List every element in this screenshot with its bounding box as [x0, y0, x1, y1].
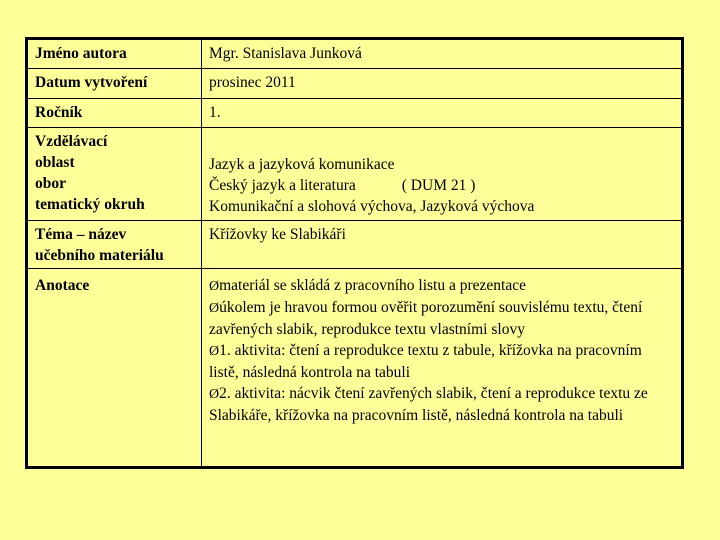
date-label: Datum vytvoření — [28, 69, 202, 99]
list-item — [209, 383, 675, 426]
list-item-text: 2. aktivita: nácvik čtení zavřených slabik, čtení a reprodukce textu ze Slabikáře, křížovka na pracovním listě, následná kontrola na tabuli — [209, 385, 648, 424]
subject-text: Český jazyk a literatura — [209, 177, 356, 194]
topic-value: Křížovky ke Slabikáři — [202, 221, 682, 269]
table-row — [28, 128, 682, 221]
list-item-text: úkolem je hravou formou ověřit porozumění souvislému textu, čtení zavřených slabik, reprodukce textu vlastními slovy — [209, 299, 643, 338]
area-label-line: obor — [35, 175, 66, 192]
table-row — [28, 221, 682, 269]
author-value: Mgr. Stanislava Junková — [202, 40, 682, 69]
table-row — [28, 269, 682, 467]
metadata-sheet — [25, 37, 684, 469]
area-label-line: Vzdělávací — [35, 133, 108, 150]
arrow-bullet-icon: Ø — [209, 387, 220, 402]
area-value-line: Jazyk a jazyková komunikace — [209, 156, 395, 173]
annotation-list — [209, 275, 675, 426]
arrow-bullet-icon: Ø — [209, 279, 220, 294]
list-item — [209, 297, 675, 340]
date-value: prosinec 2011 — [202, 69, 682, 99]
table-row — [28, 69, 682, 99]
list-item-text: 1. aktivita: čtení a reprodukce textu z tabule, křížovka na pracovním listě, následná kontrola na tabuli — [209, 342, 642, 381]
list-item — [209, 275, 675, 297]
list-item — [209, 340, 675, 383]
annotation-value — [202, 269, 682, 467]
area-label — [28, 128, 202, 221]
metadata-table — [27, 39, 682, 467]
topic-label-line: Téma – název — [35, 226, 127, 243]
author-label: Jméno autora — [28, 40, 202, 69]
grade-label: Ročník — [28, 99, 202, 128]
table-row — [28, 40, 682, 69]
area-label-line: oblast — [35, 154, 75, 171]
topic-label-line: učebního materiálu — [35, 247, 164, 264]
table-row — [28, 99, 682, 128]
annotation-label: Anotace — [28, 269, 202, 467]
arrow-bullet-icon: Ø — [209, 344, 220, 359]
arrow-bullet-icon: Ø — [209, 301, 220, 316]
grade-value: 1. — [202, 99, 682, 128]
topic-label — [28, 221, 202, 269]
dum-code: ( DUM 21 ) — [401, 177, 476, 194]
area-value-line — [209, 175, 675, 196]
list-item-text: materiál se skládá z pracovního listu a prezentace — [219, 277, 526, 294]
area-label-line: tematický okruh — [35, 196, 145, 213]
area-value-line: Komunikační a slohová výchova, Jazyková výchova — [209, 198, 535, 215]
area-value — [202, 128, 682, 221]
